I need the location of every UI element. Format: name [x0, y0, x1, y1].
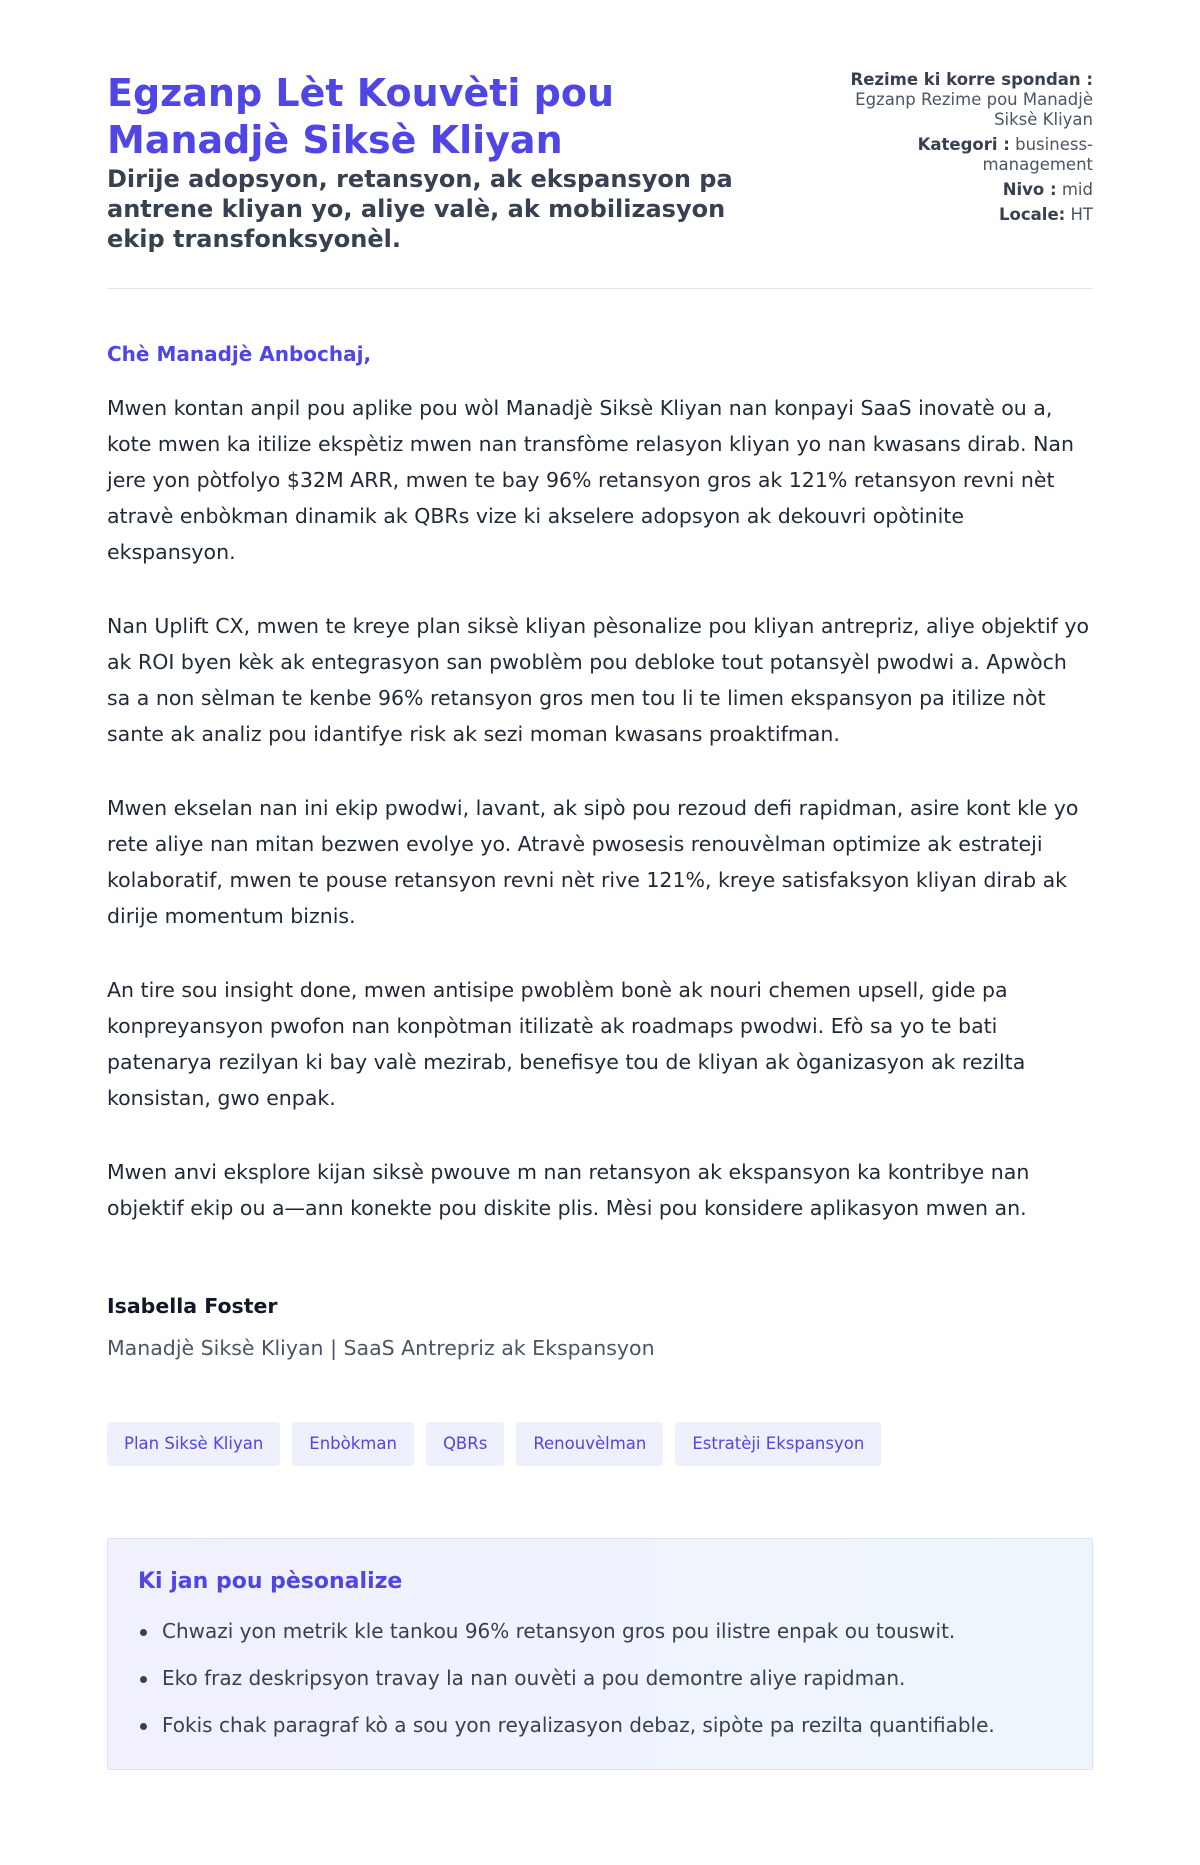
meta-locale-value: HT [1070, 205, 1093, 224]
letter-body [107, 390, 1093, 1226]
skill-tags [107, 1422, 1093, 1466]
page-subtitle: Dirije adopsyon, retansyon, ak ekspansyon pa antrene kliyan yo, aliye valè, ak mobilizasyon ekip transfonksyonèl. [107, 165, 733, 253]
header-left [107, 70, 787, 254]
tip-item: Eko fraz deskripsyon travay la nan ouvèti a pou demontre aliye rapidman. [138, 1664, 1062, 1692]
skill-tag: Estratèji Ekspansyon [675, 1422, 881, 1466]
meta-resume-value: Egzanp Rezime pou Manadjè Siksè Kliyan [855, 90, 1093, 129]
letter-paragraph: Mwen anvi eksplore kijan siksè pwouve m nan retansyon ak ekspansyon ka kontribye nan objektif ekip ou a—ann konekte pou diskite plis. Mèsi pou konsidere aplikasyon mwen an. [107, 1160, 1030, 1220]
header [107, 70, 1093, 254]
tips-title: Ki jan pou pèsonalize [138, 1569, 403, 1594]
meta-category-value: business-management [982, 135, 1093, 174]
meta-locale [838, 205, 1093, 225]
signature-role: Manadjè Siksè Kliyan | SaaS Antrepriz ak Ekspansyon [107, 1336, 655, 1360]
tip-item: Fokis chak paragraf kò a sou yon reyalizasyon debaz, sipòte pa rezilta quantifiable. [138, 1711, 1062, 1739]
skill-tag: Plan Siksè Kliyan [107, 1422, 280, 1466]
skill-tag: QBRs [426, 1422, 504, 1466]
letter-paragraph: Mwen kontan anpil pou aplike pou wòl Manadjè Siksè Kliyan nan konpayi SaaS inovatè ou a, kote mwen ka itilize ekspètiz mwen nan transfòme relasyon kliyan yo nan kwasans dirab. Nan jere yon pòtfolyo $32M ARR, mwen te bay 96% retansyon gros ak 121% retansyon revni nèt atravè enbòkman dinamik ak QBRs vize ki akselere adopsyon ak dekouvri opòtinite ekspansyon. [107, 396, 1074, 564]
meta-category-label: Kategori : [917, 135, 1010, 154]
meta-panel [838, 70, 1093, 230]
customization-tips-box [107, 1538, 1093, 1770]
meta-level-value: mid [1061, 180, 1093, 199]
meta-level [838, 180, 1093, 200]
page-title: Egzanp Lèt Kouvèti pou Manadjè Siksè Kliyan [107, 71, 615, 162]
tip-item: Chwazi yon metrik kle tankou 96% retansyon gros pou ilistre enpak ou touswit. [138, 1617, 1062, 1645]
meta-locale-label: Locale: [999, 205, 1066, 224]
letter-paragraph: Nan Uplift CX, mwen te kreye plan siksè kliyan pèsonalize pou kliyan antrepriz, aliye objektif yo ak ROI byen kèk ak entegrasyon san pwoblèm pou debloke tout potansyèl pwodwi a. Apwòch sa a non sèlman te kenbe 96% retansyon gros men tou li te limen ekspansyon pa itilize nòt sante ak analiz pou idantifye risk ak sezi moman kwasans proaktifman. [107, 614, 1090, 746]
skill-tag: Enbòkman [292, 1422, 414, 1466]
tips-list [138, 1617, 1062, 1739]
header-divider [107, 288, 1093, 289]
meta-category [838, 135, 1093, 175]
signature-name: Isabella Foster [107, 1294, 278, 1318]
skill-tag: Renouvèlman [516, 1422, 663, 1466]
letter-paragraph: Mwen ekselan nan ini ekip pwodwi, lavant, ak sipò pou rezoud defi rapidman, asire kont kle yo rete aliye nan mitan bezwen evolye yo. Atravè pwosesis renouvèlman optimize ak estrateji kolaboratif, mwen te pouse retansyon revni nèt rive 121%, kreye satisfaksyon kliyan dirab ak dirije momentum biznis. [107, 796, 1079, 928]
meta-level-label: Nivo : [1002, 180, 1057, 199]
salutation: Chè Manadjè Anbochaj, [107, 342, 372, 366]
letter-paragraph: An tire sou insight done, mwen antisipe pwoblèm bonè ak nouri chemen upsell, gide pa konpreyansyon pwofon nan konpòtman itilizatè ak roadmaps pwodwi. Efò sa yo te bati patenarya rezilyan ki bay valè mezirab, benefisye tou de kliyan ak òganizasyon ak rezilta konsistan, gwo enpak. [107, 978, 1026, 1110]
meta-resume-label: Rezime ki korre spondan : [850, 70, 1093, 89]
meta-resume [838, 70, 1093, 130]
